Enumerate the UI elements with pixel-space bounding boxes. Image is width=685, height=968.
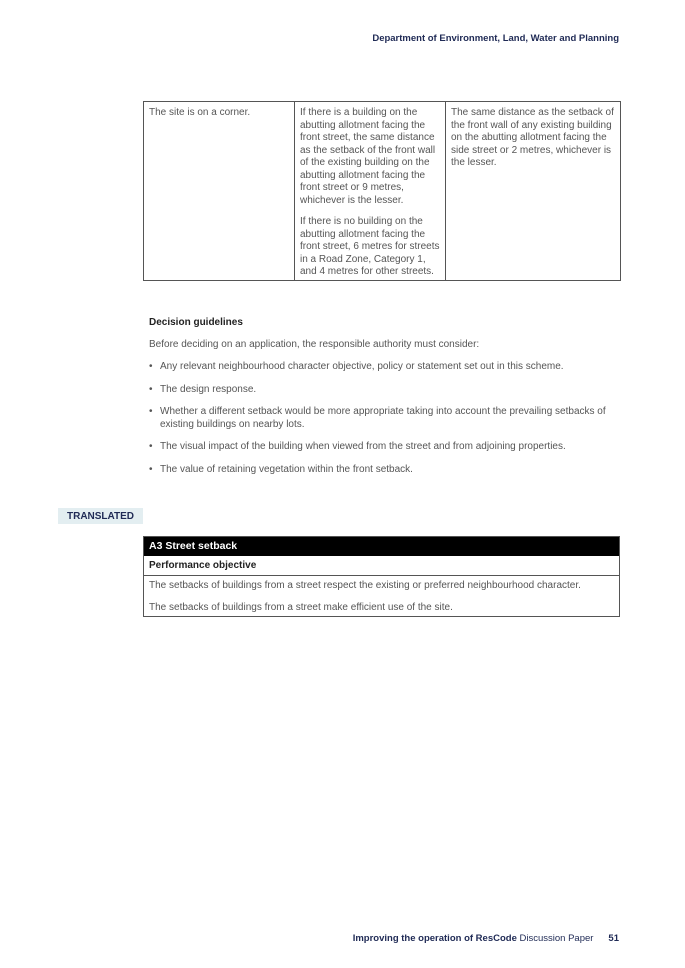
bullet-icon: • — [149, 383, 153, 395]
bullet-icon: • — [149, 441, 153, 452]
list-item — [149, 464, 619, 477]
list-item — [149, 406, 619, 431]
translated-badge: TRANSLATED — [58, 508, 143, 524]
department-header: Department of Environment, Land, Water and Planning — [372, 33, 619, 44]
a3-body — [144, 576, 619, 616]
setback-table — [143, 101, 621, 281]
list-item-text: Whether a different setback would be more appropriate taking into account the prevailing setbacks of existing buildings on nearby lots. — [160, 406, 606, 430]
list-item-text: The visual impact of the building when viewed from the street and from adjoining properties. — [160, 441, 566, 452]
decision-guidelines-intro: Before deciding on an application, the responsible authority must consider: — [149, 339, 480, 350]
list-item — [149, 384, 619, 397]
front-street-cell — [295, 102, 446, 281]
front-street-paragraph: If there is no building on the abutting allotment facing the front street, 6 metres for streets in a Road Zone, Category 1, and 4 metres for other streets. — [300, 216, 440, 277]
objective-paragraph: The setbacks of buildings from a street respect the existing or preferred neighbourhood character. — [149, 580, 581, 591]
bullet-icon: • — [149, 361, 153, 372]
decision-guidelines-list — [149, 361, 619, 486]
decision-guidelines-heading: Decision guidelines — [149, 317, 243, 328]
a3-title: A3 Street setback — [144, 537, 619, 556]
a3-standard-box — [143, 536, 620, 617]
page-number: 51 — [608, 933, 619, 944]
page-footer — [353, 933, 619, 944]
bullet-icon: • — [149, 463, 153, 475]
objective-paragraph: The setbacks of buildings from a street make efficient use of the site. — [149, 601, 453, 613]
condition-cell — [144, 102, 295, 281]
condition-text: The site is on a corner. — [149, 107, 251, 118]
footer-doc-title: Improving the operation of ResCode — [352, 933, 517, 944]
list-item — [149, 441, 619, 454]
list-item-text: Any relevant neighbourhood character objective, policy or statement set out in this scheme. — [160, 361, 564, 372]
side-street-text: The same distance as the setback of the front wall of any existing building on the abutting allotment facing the side street or 2 metres, whichever is the lesser. — [451, 107, 614, 168]
bullet-icon: • — [149, 406, 153, 417]
front-street-paragraph: If there is a building on the abutting allotment facing the front street, the same distance as the setback of the front wall of the existing building on the abutting allotment facing the front street or 9 metres, whichever is the lesser. — [300, 107, 436, 206]
list-item-text: The value of retaining vegetation within the front setback. — [160, 463, 413, 475]
list-item-text: The design response. — [160, 383, 257, 395]
table-row — [144, 102, 621, 281]
side-street-cell — [446, 102, 621, 281]
footer-doc-subtitle: Discussion Paper — [516, 933, 594, 944]
list-item — [149, 361, 619, 374]
performance-objective-heading: Performance objective — [144, 556, 619, 576]
